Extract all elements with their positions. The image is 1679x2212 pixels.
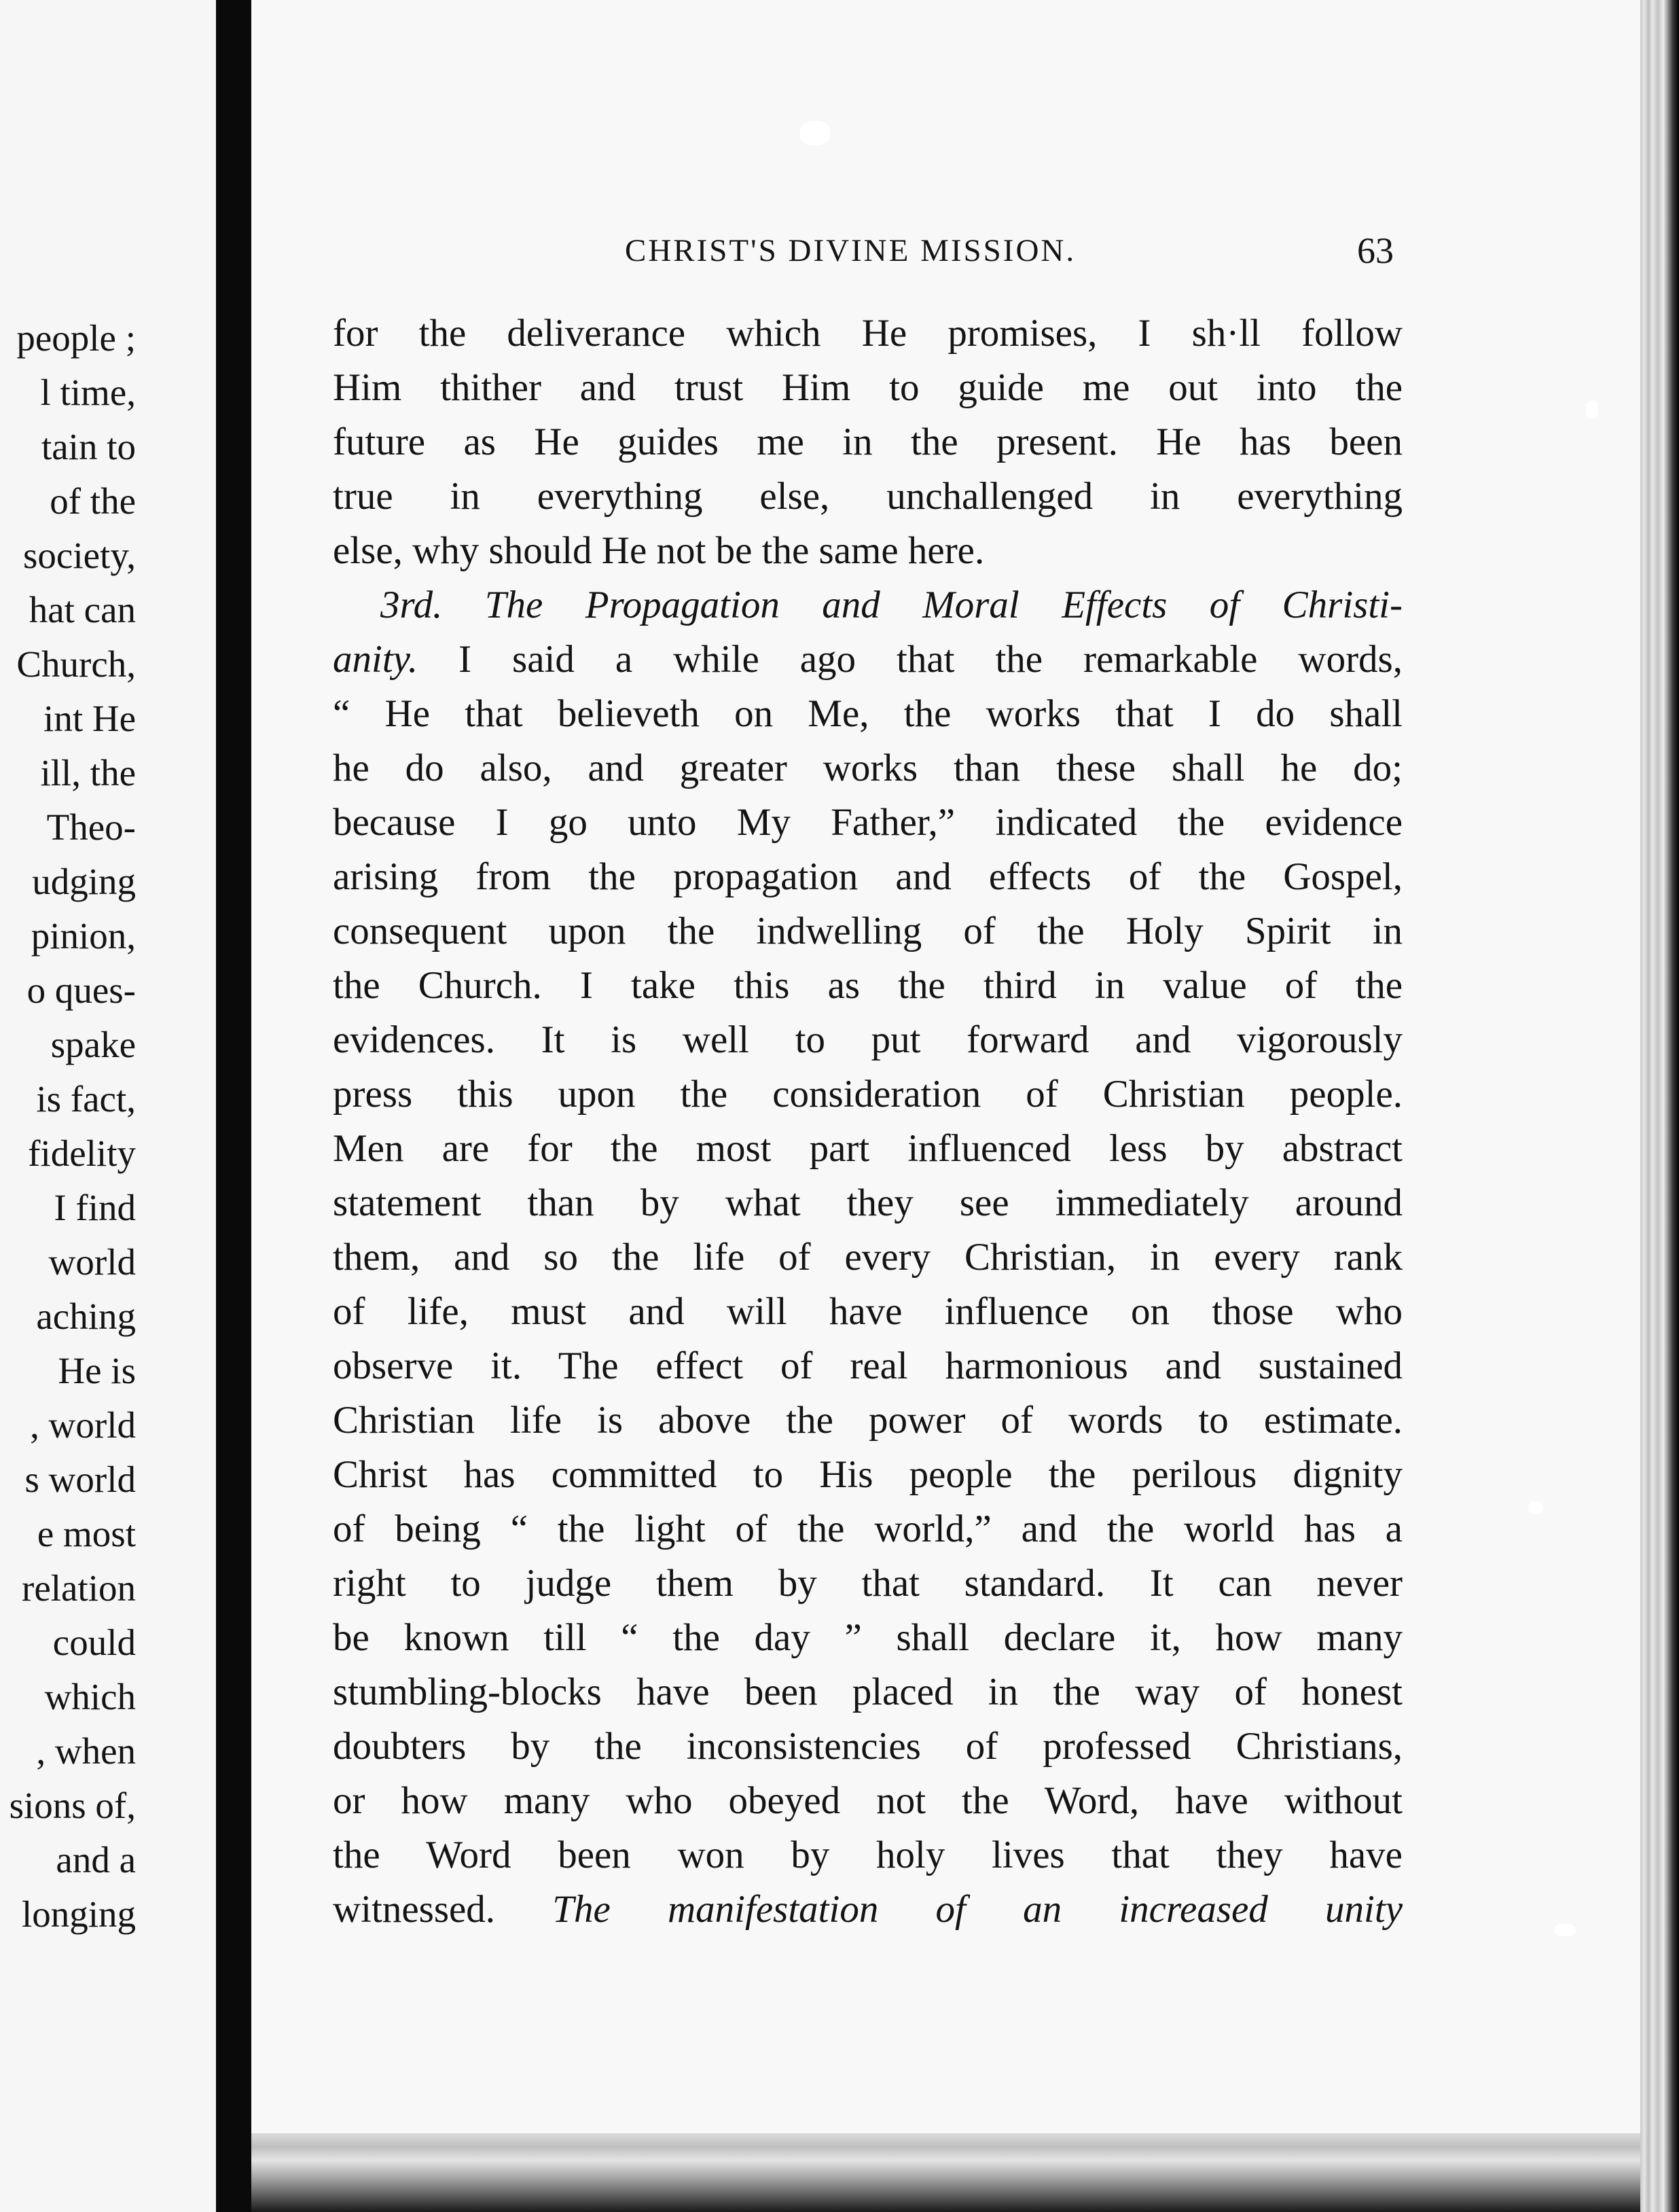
text-line: consequent upon the indwelling of the Holy Spirit in — [333, 910, 1403, 952]
text-line: Men are for the most part influenced less by abstract — [333, 1127, 1403, 1170]
left-line: of the — [50, 480, 136, 522]
left-line: which — [44, 1676, 136, 1717]
section-heading: 3rd. The Propagation and Moral Effects of Christi- — [380, 584, 1403, 626]
text-line — [333, 640, 1403, 679]
left-line: I find — [54, 1187, 136, 1228]
left-line: and a — [56, 1839, 136, 1880]
page-number: 63 — [1357, 230, 1394, 271]
left-line: society, — [23, 535, 136, 576]
left-line: people ; — [16, 317, 136, 359]
left-line: aching — [36, 1296, 136, 1337]
text-line: future as He guides me in the present. He has been — [333, 421, 1403, 463]
text-line: “ He that believeth on Me, the works that I do shall — [333, 692, 1403, 735]
scan-speck — [1586, 401, 1598, 418]
scan-speck — [800, 121, 830, 145]
left-line: Church, — [16, 643, 136, 685]
left-line: , world — [30, 1404, 136, 1446]
text-line: of being “ the light of the world,” and the world has a — [333, 1508, 1403, 1550]
left-line: spake — [50, 1024, 136, 1065]
left-line: world — [48, 1241, 136, 1283]
left-line: He is — [58, 1350, 136, 1391]
text-line: arising from the propagation and effects of the Gospel, — [333, 855, 1403, 898]
text-segment: witnessed. — [333, 1888, 553, 1931]
text-line: evidences. It is well to put forward and vigorously — [333, 1018, 1403, 1061]
section-heading-line — [333, 586, 1403, 624]
left-line: e most — [37, 1513, 136, 1554]
left-line: longing — [21, 1893, 136, 1935]
left-line: pinion, — [31, 915, 136, 957]
text-line: statement than by what they see immediately around — [333, 1181, 1403, 1224]
text-line: stumbling-blocks have been placed in the way of honest — [333, 1671, 1403, 1713]
page-edge-bottom — [251, 2133, 1640, 2212]
running-title: CHRIST'S DIVINE MISSION. — [625, 233, 1077, 268]
left-line: o ques- — [26, 969, 136, 1011]
text-line: he do also, and greater works than these shall he do; — [333, 747, 1403, 789]
text-line: true in everything else, unchallenged in everything — [333, 475, 1403, 518]
text-line: observe it. The effect of real harmonious and sustained — [333, 1344, 1403, 1387]
text-line: press this upon the consideration of Christian people. — [333, 1073, 1403, 1116]
text-line: for the deliverance which He promises, I sh·ll follow — [333, 312, 1403, 355]
left-line: Theo- — [46, 806, 136, 848]
left-line: s world — [24, 1459, 136, 1500]
text-line: or how many who obeyed not the Word, have without — [333, 1779, 1403, 1822]
text-line: the Word been won by holy lives that they have — [333, 1834, 1403, 1876]
text-line: Christian life is above the power of words to estimate. — [333, 1399, 1403, 1442]
left-line: l time, — [40, 372, 136, 413]
text-segment: I said a while ago that the remarkable words, — [418, 638, 1403, 681]
left-line: sions of, — [9, 1785, 136, 1826]
left-line: fidelity — [28, 1132, 136, 1174]
text-line: Him thither and trust Him to guide me out into the — [333, 366, 1403, 409]
left-line: , when — [36, 1730, 136, 1772]
page-edge-right — [1640, 0, 1679, 2212]
left-line: tain to — [41, 426, 136, 467]
text-line: be known till “ the day ” shall declare it, how many — [333, 1616, 1403, 1659]
left-line: relation — [22, 1567, 136, 1609]
text-line: of life, must and will have influence on those who — [333, 1290, 1403, 1333]
text-line: Christ has committed to His people the perilous dignity — [333, 1453, 1403, 1496]
text-line: else, why should He not be the same here. — [333, 529, 985, 572]
text-line: the Church. I take this as the third in value of the — [333, 964, 1403, 1007]
text-line: doubters by the inconsistencies of professed Christians, — [333, 1725, 1403, 1768]
text-line — [333, 1890, 1403, 1929]
scan-speck — [1528, 1501, 1543, 1514]
left-line: udging — [32, 861, 136, 902]
previous-page-fragment — [0, 0, 216, 2212]
text-line: them, and so the life of every Christian, in every rank — [333, 1236, 1403, 1279]
book-gutter — [216, 0, 251, 2212]
scan-speck — [1554, 1924, 1576, 1936]
left-line: could — [52, 1622, 136, 1663]
left-line: int He — [43, 698, 136, 739]
text-line: because I go unto My Father,” indicated the evidence — [333, 801, 1403, 844]
text-line: right to judge them by that standard. It can never — [333, 1562, 1403, 1605]
italic-phrase: The manifestation of an increased unity — [552, 1888, 1403, 1931]
left-line: ill, the — [40, 752, 136, 793]
section-heading-continued: anity. — [333, 638, 418, 681]
left-line: is fact, — [36, 1078, 136, 1120]
left-line: hat can — [29, 589, 136, 630]
